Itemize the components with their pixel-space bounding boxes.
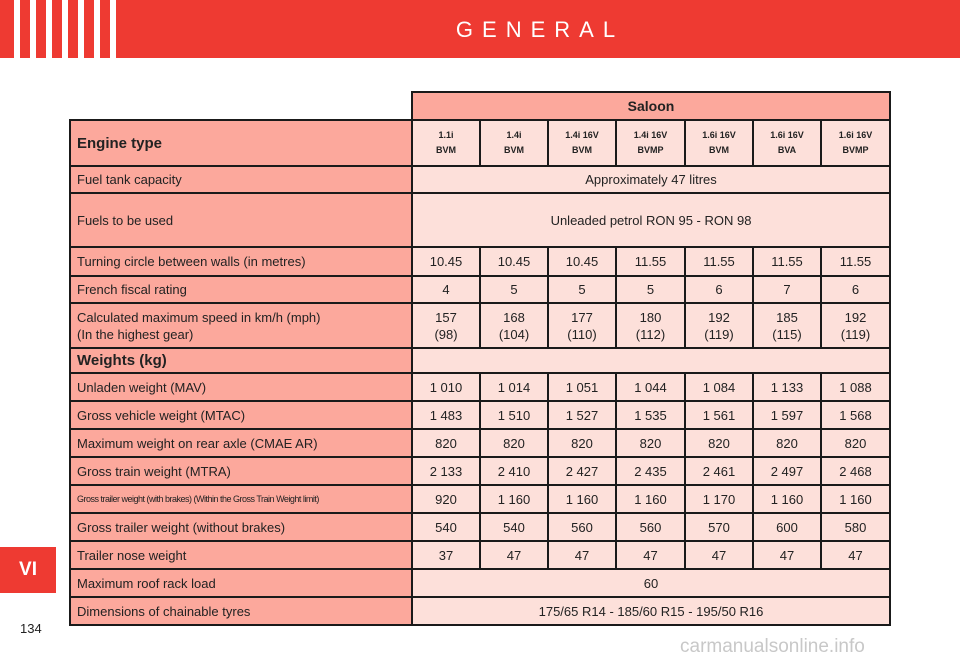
cell — [412, 303, 480, 348]
cell: 47 — [548, 541, 616, 569]
engine-cell — [616, 120, 685, 166]
cell: 1 051 — [548, 373, 616, 401]
cell: 570 — [685, 513, 753, 541]
specifications-table — [69, 91, 891, 626]
engine-type-label: Engine type — [70, 120, 412, 166]
row-label: Gross trailer weight (without brakes) — [70, 513, 412, 541]
engine-name: 1.6i 16V — [770, 130, 804, 140]
row-label: Trailer nose weight — [70, 541, 412, 569]
cell: 540 — [480, 513, 548, 541]
cell: 1 084 — [685, 373, 753, 401]
engine-cell — [480, 120, 548, 166]
speed-mph: (115) — [772, 326, 802, 342]
gearbox: BVMP — [842, 145, 869, 155]
speed-mph: (104) — [498, 326, 530, 342]
gearbox: BVM — [572, 145, 592, 155]
cell: 10.45 — [480, 247, 548, 276]
engine-cell — [685, 120, 753, 166]
row-value: Unleaded petrol RON 95 - RON 98 — [412, 193, 890, 247]
table-row — [70, 193, 890, 247]
table-row — [70, 247, 890, 276]
row-label: Gross trailer weight (with brakes) (Within the Gross Train Weight limit) — [70, 485, 412, 513]
speed-mph: (119) — [840, 326, 871, 342]
cell: 47 — [480, 541, 548, 569]
table-row — [70, 348, 890, 373]
engine-name: 1.4i 16V — [633, 130, 668, 140]
speed-kmh: 177 — [571, 309, 593, 325]
table-row — [70, 373, 890, 401]
cell: 1 170 — [685, 485, 753, 513]
engine-name: 1.1i — [438, 130, 454, 140]
cell: 10.45 — [412, 247, 480, 276]
engine-name: 1.6i 16V — [838, 130, 873, 140]
cell: 1 160 — [753, 485, 821, 513]
cell: 47 — [821, 541, 890, 569]
cell: 1 133 — [753, 373, 821, 401]
cell: 820 — [753, 429, 821, 457]
engine-cell — [548, 120, 616, 166]
label-line: Calculated maximum speed in km/h (mph) — [77, 309, 321, 325]
cell: 47 — [753, 541, 821, 569]
row-label: Dimensions of chainable tyres — [70, 597, 412, 625]
cell: 5 — [548, 276, 616, 303]
row-label: Turning circle between walls (in metres) — [70, 247, 412, 276]
page-number: 134 — [20, 621, 42, 636]
speed-kmh: 157 — [435, 309, 457, 325]
cell: 820 — [685, 429, 753, 457]
cell: 560 — [616, 513, 685, 541]
table-row — [70, 485, 890, 513]
cell: 820 — [548, 429, 616, 457]
cell: 11.55 — [616, 247, 685, 276]
cell: 2 435 — [616, 457, 685, 485]
speed-mph: (110) — [567, 326, 597, 342]
row-value: 175/65 R14 - 185/60 R15 - 195/50 R16 — [412, 597, 890, 625]
cell: 1 483 — [412, 401, 480, 429]
speed-kmh: 168 — [503, 309, 525, 325]
cell: 11.55 — [821, 247, 890, 276]
cell: 1 510 — [480, 401, 548, 429]
cell: 1 160 — [548, 485, 616, 513]
header-bar — [0, 0, 960, 58]
cell: 1 568 — [821, 401, 890, 429]
cell — [821, 303, 890, 348]
cell: 37 — [412, 541, 480, 569]
cell: 1 160 — [821, 485, 890, 513]
engine-name: 1.4i 16V — [565, 130, 599, 140]
weights-section-label: Weights (kg) — [70, 348, 412, 373]
cell: 1 014 — [480, 373, 548, 401]
cell: 820 — [480, 429, 548, 457]
speed-kmh: 180 — [639, 309, 662, 325]
row-label: Gross vehicle weight (MTAC) — [70, 401, 412, 429]
cell: 11.55 — [685, 247, 753, 276]
cell: 2 461 — [685, 457, 753, 485]
row-label — [70, 303, 412, 348]
table-row — [70, 569, 890, 597]
label-line: (In the highest gear) — [77, 326, 194, 342]
cell: 10.45 — [548, 247, 616, 276]
row-label: Fuel tank capacity — [70, 166, 412, 193]
cell: 1 044 — [616, 373, 685, 401]
cell: 4 — [412, 276, 480, 303]
cell: 2 468 — [821, 457, 890, 485]
table-row — [70, 303, 890, 348]
table-row — [70, 429, 890, 457]
table-row — [70, 597, 890, 625]
cell: 6 — [685, 276, 753, 303]
gearbox: BVM — [436, 145, 456, 155]
cell: 47 — [685, 541, 753, 569]
speed-kmh: 192 — [844, 309, 867, 325]
section-tab: VI — [0, 547, 56, 593]
cell: 1 160 — [616, 485, 685, 513]
cell — [480, 303, 548, 348]
cell: 580 — [821, 513, 890, 541]
cell — [548, 303, 616, 348]
speed-mph: (98) — [434, 326, 458, 342]
cell: 1 088 — [821, 373, 890, 401]
cell: 11.55 — [753, 247, 821, 276]
table-row — [70, 120, 890, 166]
cell: 540 — [412, 513, 480, 541]
cell: 820 — [616, 429, 685, 457]
page-title: GENERAL — [455, 17, 625, 42]
cell: 1 010 — [412, 373, 480, 401]
cell: 2 410 — [480, 457, 548, 485]
cell: 6 — [821, 276, 890, 303]
cell: 1 535 — [616, 401, 685, 429]
gearbox: BVM — [709, 145, 729, 155]
row-label: Fuels to be used — [70, 193, 412, 247]
engine-name: 1.6i 16V — [702, 130, 736, 140]
table-row — [70, 401, 890, 429]
cell: 5 — [480, 276, 548, 303]
speed-mph: (112) — [635, 326, 666, 342]
cell: 1 561 — [685, 401, 753, 429]
table-row — [70, 92, 890, 120]
cell: 5 — [616, 276, 685, 303]
cell: 820 — [821, 429, 890, 457]
engine-cell — [821, 120, 890, 166]
table-row — [70, 166, 890, 193]
engine-cell — [412, 120, 480, 166]
cell: 2 497 — [753, 457, 821, 485]
empty-corner — [70, 92, 412, 120]
cell — [753, 303, 821, 348]
row-label: Gross train weight (MTRA) — [70, 457, 412, 485]
cell: 47 — [616, 541, 685, 569]
cell: 1 160 — [480, 485, 548, 513]
gearbox: BVMP — [637, 145, 664, 155]
engine-cell — [753, 120, 821, 166]
cell: 1 527 — [548, 401, 616, 429]
speed-mph: (119) — [704, 326, 734, 342]
gearbox: BVA — [777, 145, 797, 155]
cell: 1 597 — [753, 401, 821, 429]
row-label: Maximum weight on rear axle (CMAE AR) — [70, 429, 412, 457]
row-label: Unladen weight (MAV) — [70, 373, 412, 401]
cell: 920 — [412, 485, 480, 513]
watermark: carmanualsonline.info — [680, 636, 865, 657]
row-label: Maximum roof rack load — [70, 569, 412, 597]
saloon-header: Saloon — [412, 92, 890, 120]
row-value: Approximately 47 litres — [412, 166, 890, 193]
row-value: 60 — [412, 569, 890, 597]
table-row — [70, 276, 890, 303]
speed-kmh: 192 — [708, 309, 730, 325]
engine-name: 1.4i — [506, 130, 522, 140]
cell: 7 — [753, 276, 821, 303]
cell: 820 — [412, 429, 480, 457]
cell: 600 — [753, 513, 821, 541]
speed-kmh: 185 — [776, 309, 798, 325]
cell: 2 133 — [412, 457, 480, 485]
cell: 560 — [548, 513, 616, 541]
row-label: French fiscal rating — [70, 276, 412, 303]
table-row — [70, 541, 890, 569]
empty-cell — [412, 348, 890, 373]
gearbox: BVM — [504, 145, 524, 155]
table-row — [70, 457, 890, 485]
cell: 2 427 — [548, 457, 616, 485]
cell — [685, 303, 753, 348]
cell — [616, 303, 685, 348]
table-row — [70, 513, 890, 541]
